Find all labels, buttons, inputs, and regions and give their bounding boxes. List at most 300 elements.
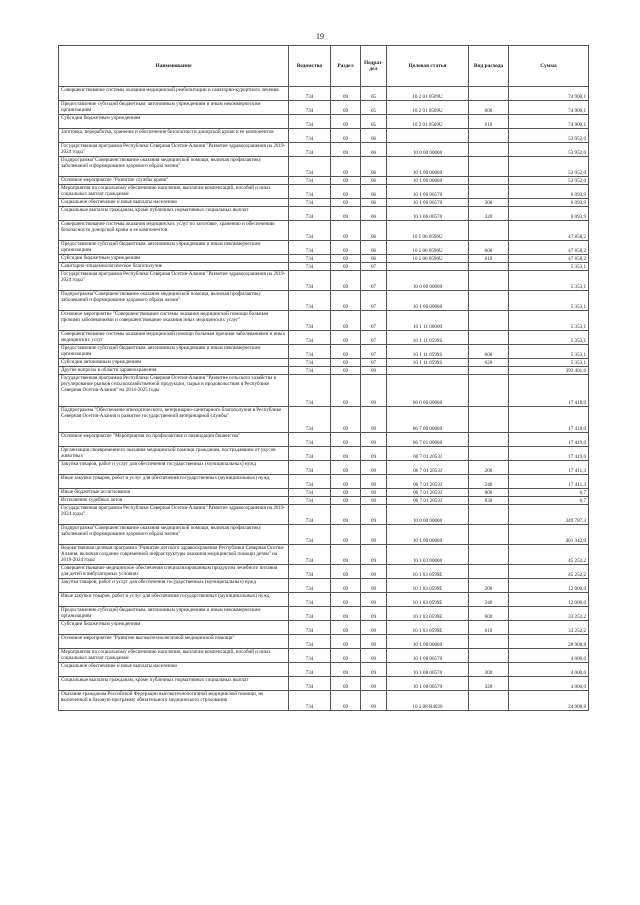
cell-name: Оказание гражданам Российской Федерации высокотехнологичной медицинской помощи, не включенной в базовую программу обязательного медицинского страхования xyxy=(59,691,289,711)
cell-target-article: 10 2 01 0509U xyxy=(387,101,469,115)
cell-razdel: 09 xyxy=(331,565,361,579)
table-row xyxy=(59,505,589,525)
cell-target-article: 10 1 00 00000 xyxy=(387,525,469,545)
cell-name: Социальное обеспечение и иные выплаты населению xyxy=(59,199,289,207)
cell-expense-type xyxy=(469,221,509,241)
cell-razdel: 09 xyxy=(331,87,361,101)
cell-podrazdel: 06 xyxy=(361,221,387,241)
table-row xyxy=(59,271,589,291)
cell-name: Закупка товаров, работ и услуг для обеспечения государственных (муниципальных) нужд xyxy=(59,579,289,593)
cell-ved: 734 xyxy=(289,311,331,331)
cell-sum: 6 093,9 xyxy=(509,185,589,199)
cell-razdel: 09 xyxy=(331,185,361,199)
cell-ved: 734 xyxy=(289,649,331,663)
cell-target-article: 10 1 08 R4020 xyxy=(387,691,469,711)
cell-podrazdel: 09 xyxy=(361,461,387,475)
cell-razdel: 09 xyxy=(331,157,361,177)
cell-expense-type xyxy=(469,129,509,143)
cell-podrazdel: 07 xyxy=(361,331,387,345)
cell-razdel: 09 xyxy=(331,525,361,545)
cell-name: Иные закупки товаров, работ и услуг для обеспечения государственных (муниципальных) нужд xyxy=(59,475,289,489)
cell-expense-type xyxy=(469,545,509,565)
cell-sum: 4 000,0 xyxy=(509,649,589,663)
cell-sum: 349 787,3 xyxy=(509,505,589,525)
cell-podrazdel: 09 xyxy=(361,607,387,621)
cell-expense-type: 240 xyxy=(469,475,509,489)
cell-podrazdel: 05 xyxy=(361,115,387,129)
table-row xyxy=(59,691,589,711)
cell-podrazdel: 09 xyxy=(361,649,387,663)
cell-name: Предоставление субсидий бюджетным, автономным учреждениям и иным некоммерческим организациям xyxy=(59,101,289,115)
cell-expense-type xyxy=(469,525,509,545)
cell-podrazdel: 09 xyxy=(361,677,387,691)
cell-podrazdel: 06 xyxy=(361,241,387,255)
header-target-article: Целевая статья xyxy=(387,46,469,87)
cell-sum: 47 858,2 xyxy=(509,241,589,255)
cell-sum: 17 411,3 xyxy=(509,475,589,489)
table-row xyxy=(59,199,589,207)
cell-name: Подпрограмма "Обеспечение эпизоотического, ветеринарно-санитарного благополучия в Республике Северная Осетия-Алания и развитие государственной ветеринарной службы" xyxy=(59,407,289,433)
table-row xyxy=(59,489,589,497)
cell-razdel: 09 xyxy=(331,649,361,663)
cell-sum: 5 353,1 xyxy=(509,359,589,367)
cell-podrazdel: 09 xyxy=(361,545,387,565)
cell-target-article: 10 1 06 0596U xyxy=(387,241,469,255)
cell-podrazdel: 09 xyxy=(361,635,387,649)
table-row xyxy=(59,291,589,311)
table-row xyxy=(59,331,589,345)
cell-ved: 734 xyxy=(289,367,331,375)
cell-podrazdel: 07 xyxy=(361,291,387,311)
table-row xyxy=(59,345,589,359)
cell-expense-type: 200 xyxy=(469,461,509,475)
cell-razdel: 09 xyxy=(331,291,361,311)
cell-name: Исполнение судебных актов xyxy=(59,497,289,505)
cell-ved: 734 xyxy=(289,199,331,207)
cell-ved: 734 xyxy=(289,621,331,635)
cell-target-article: 10 1 00 00000 xyxy=(387,291,469,311)
table-row xyxy=(59,143,589,157)
table-row xyxy=(59,545,589,565)
cell-expense-type: 610 xyxy=(469,115,509,129)
cell-sum: 5 353,1 xyxy=(509,345,589,359)
cell-razdel: 09 xyxy=(331,359,361,367)
cell-razdel: 09 xyxy=(331,207,361,221)
cell-sum: 5 353,1 xyxy=(509,331,589,345)
cell-sum: 393 401,6 xyxy=(509,367,589,375)
cell-podrazdel: 09 xyxy=(361,505,387,525)
cell-name: Подпрограмма"Совершенствование оказания медицинской помощи, включая профилактику заболеваний и формирование здорового образа жизни" xyxy=(59,157,289,177)
cell-name: Социальные выплаты гражданам, кроме публичных нормативных социальных выплат xyxy=(59,207,289,221)
cell-expense-type xyxy=(469,143,509,157)
cell-expense-type xyxy=(469,447,509,461)
cell-name: Ведомственная целевая программа "Развитие детского здравоохранения Республики Северная Осетия-Алания, включая создание современной инфраструктуры оказания медицинской помощи детям" на 2019-2024 годы xyxy=(59,545,289,565)
cell-expense-type: 610 xyxy=(469,621,509,635)
cell-target-article: 06 0 00 00000 xyxy=(387,375,469,407)
cell-name: Другие вопросы в области здравоохранения xyxy=(59,367,289,375)
cell-name: Субсидии бюджетным учреждениям xyxy=(59,621,289,635)
cell-ved: 734 xyxy=(289,579,331,593)
cell-ved: 734 xyxy=(289,505,331,525)
cell-razdel: 09 xyxy=(331,101,361,115)
cell-podrazdel: 07 xyxy=(361,271,387,291)
cell-ved: 734 xyxy=(289,359,331,367)
cell-expense-type: 800 xyxy=(469,489,509,497)
cell-ved: 734 xyxy=(289,607,331,621)
cell-podrazdel: 07 xyxy=(361,311,387,331)
cell-target-article: 10 1 06 0596U xyxy=(387,255,469,263)
cell-sum: 33 252,2 xyxy=(509,607,589,621)
cell-name: Закупка товаров, работ и услуг для обеспечения государственных (муниципальных) нужд xyxy=(59,461,289,475)
cell-sum: 5 353,1 xyxy=(509,311,589,331)
cell-razdel: 09 xyxy=(331,635,361,649)
cell-expense-type xyxy=(469,407,509,433)
cell-target-article: 10 1 03 00000 xyxy=(387,545,469,565)
cell-expense-type xyxy=(469,367,509,375)
cell-target-article: 06 7 01 2053J xyxy=(387,489,469,497)
table-row xyxy=(59,263,589,271)
cell-sum: 6,7 xyxy=(509,489,589,497)
cell-ved: 734 xyxy=(289,263,331,271)
cell-ved: 734 xyxy=(289,375,331,407)
cell-sum: 12 000,0 xyxy=(509,579,589,593)
cell-sum: 24 908,8 xyxy=(509,691,589,711)
cell-name: Субсидии бюджетным учреждениям xyxy=(59,255,289,263)
cell-expense-type: 610 xyxy=(469,255,509,263)
cell-sum: 74 900,1 xyxy=(509,101,589,115)
cell-podrazdel: 09 xyxy=(361,525,387,545)
cell-expense-type: 300 xyxy=(469,663,509,677)
cell-podrazdel: 09 xyxy=(361,663,387,677)
cell-ved: 734 xyxy=(289,545,331,565)
cell-sum: 5 353,1 xyxy=(509,271,589,291)
cell-podrazdel: 09 xyxy=(361,447,387,461)
cell-target-article: 10 1 03 0599E xyxy=(387,579,469,593)
cell-ved: 734 xyxy=(289,525,331,545)
cell-razdel: 09 xyxy=(331,177,361,185)
cell-target-article: 10 1 08 00570 xyxy=(387,663,469,677)
cell-podrazdel: 09 xyxy=(361,621,387,635)
cell-sum: 17 419,0 xyxy=(509,433,589,447)
cell-razdel: 09 xyxy=(331,255,361,263)
cell-name: Государственная программа Республики Северная Осетия-Алания "Развитие сельского хозяйства и регулирование рынков сельскохозяйственной продукции, сырья и продовольствия в Республике Северная Осетия-Алания" на 2014-2025 годы xyxy=(59,375,289,407)
cell-target-article: 10 1 11 0599S xyxy=(387,359,469,367)
cell-ved: 734 xyxy=(289,635,331,649)
cell-sum: 4 000,0 xyxy=(509,677,589,691)
cell-expense-type xyxy=(469,185,509,199)
cell-expense-type: 320 xyxy=(469,677,509,691)
cell-podrazdel: 09 xyxy=(361,433,387,447)
cell-expense-type xyxy=(469,87,509,101)
header-ved: Ведомство xyxy=(289,46,331,87)
cell-razdel: 09 xyxy=(331,433,361,447)
cell-expense-type xyxy=(469,375,509,407)
cell-expense-type xyxy=(469,565,509,579)
cell-expense-type xyxy=(469,177,509,185)
cell-ved: 734 xyxy=(289,489,331,497)
header-expense-type: Вид расхода xyxy=(469,46,509,87)
cell-podrazdel: 09 xyxy=(361,565,387,579)
cell-expense-type xyxy=(469,331,509,345)
page-number: 19 xyxy=(316,32,324,41)
header-sum: Сумма xyxy=(509,46,589,87)
cell-ved: 734 xyxy=(289,241,331,255)
table-row xyxy=(59,87,589,101)
cell-razdel: 09 xyxy=(331,221,361,241)
cell-target-article: 06 7 01 00000 xyxy=(387,433,469,447)
cell-target-article: 10 1 06 00570 xyxy=(387,207,469,221)
header-podrazdel: Подраз-дел xyxy=(361,46,387,87)
table-row xyxy=(59,635,589,649)
cell-podrazdel: 06 xyxy=(361,185,387,199)
cell-razdel: 09 xyxy=(331,505,361,525)
cell-sum: 17 419,0 xyxy=(509,447,589,461)
cell-target-article xyxy=(387,129,469,143)
budget-table xyxy=(58,45,589,711)
cell-name: Предоставление субсидий бюджетным, автономным учреждениям и иным некоммерческим организациям xyxy=(59,607,289,621)
cell-podrazdel: 09 xyxy=(361,593,387,607)
cell-razdel: 09 xyxy=(331,677,361,691)
table-row xyxy=(59,375,589,407)
cell-target-article: 10 1 11 00000 xyxy=(387,311,469,331)
cell-ved: 734 xyxy=(289,157,331,177)
cell-expense-type: 600 xyxy=(469,241,509,255)
cell-razdel: 09 xyxy=(331,129,361,143)
cell-expense-type: 830 xyxy=(469,497,509,505)
cell-sum: 53 952,0 xyxy=(509,177,589,185)
cell-name: Предоставление субсидий бюджетным, автономным учреждениям и иным некоммерческим организациям xyxy=(59,345,289,359)
cell-ved: 734 xyxy=(289,407,331,433)
cell-podrazdel: 07 xyxy=(361,263,387,271)
cell-name: Основное мероприятие "Мероприятия по профилактике и ликвидации бешенства" xyxy=(59,433,289,447)
header-razdel: Раздел xyxy=(331,46,361,87)
cell-target-article: 10 1 06 0596U xyxy=(387,221,469,241)
cell-sum: 401 342,0 xyxy=(509,525,589,545)
cell-razdel: 09 xyxy=(331,345,361,359)
cell-razdel: 09 xyxy=(331,263,361,271)
cell-target-article: 10 1 03 0599E xyxy=(387,607,469,621)
cell-expense-type: 200 xyxy=(469,579,509,593)
cell-razdel: 09 xyxy=(331,593,361,607)
cell-razdel: 09 xyxy=(331,607,361,621)
cell-expense-type xyxy=(469,505,509,525)
header-name: Наименование xyxy=(59,46,289,87)
cell-sum: 33 252,2 xyxy=(509,621,589,635)
cell-ved: 734 xyxy=(289,461,331,475)
cell-expense-type xyxy=(469,291,509,311)
cell-expense-type: 300 xyxy=(469,199,509,207)
cell-razdel: 09 xyxy=(331,367,361,375)
cell-razdel: 09 xyxy=(331,311,361,331)
cell-podrazdel: 09 xyxy=(361,691,387,711)
cell-razdel: 09 xyxy=(331,241,361,255)
cell-target-article: 10 1 08 00000 xyxy=(387,635,469,649)
cell-podrazdel: 07 xyxy=(361,345,387,359)
cell-ved: 734 xyxy=(289,207,331,221)
cell-razdel: 09 xyxy=(331,143,361,157)
cell-name: Санитарно-эпидемиологическое благополучие xyxy=(59,263,289,271)
cell-podrazdel: 06 xyxy=(361,143,387,157)
cell-name: Подпрограмма"Совершенствование оказания медицинской помощи, включая профилактику заболеваний и формирование здорового образа жизни" xyxy=(59,291,289,311)
cell-razdel: 09 xyxy=(331,375,361,407)
cell-sum: 5 353,1 xyxy=(509,263,589,271)
cell-razdel: 09 xyxy=(331,115,361,129)
table-row xyxy=(59,525,589,545)
table-row xyxy=(59,663,589,677)
cell-target-article: 10 1 08 00570 xyxy=(387,649,469,663)
cell-name: Государственная программа Республики Северная Осетия-Алания "Развитие здравоохранения на 2019-2024 годы" xyxy=(59,143,289,157)
cell-target-article: 10 1 06 00000 xyxy=(387,177,469,185)
cell-podrazdel: 09 xyxy=(361,475,387,489)
cell-razdel: 09 xyxy=(331,621,361,635)
cell-ved: 734 xyxy=(289,177,331,185)
table-row xyxy=(59,157,589,177)
cell-razdel: 09 xyxy=(331,545,361,565)
cell-ved: 734 xyxy=(289,565,331,579)
cell-target-article: 10 1 06 00570 xyxy=(387,199,469,207)
cell-ved: 734 xyxy=(289,677,331,691)
table-row xyxy=(59,241,589,255)
cell-name: Мероприятия по социальному обеспечению населения, выплатам компенсаций, пособий и иных социальных выплат гражданам xyxy=(59,649,289,663)
cell-ved: 734 xyxy=(289,593,331,607)
cell-podrazdel: 05 xyxy=(361,87,387,101)
cell-ved: 734 xyxy=(289,221,331,241)
cell-ved: 734 xyxy=(289,447,331,461)
cell-expense-type xyxy=(469,157,509,177)
cell-expense-type xyxy=(469,311,509,331)
cell-name: Основное мероприятие "Совершенствование системы оказания медицинской помощи больным прочими заболеваниями и совершенствование оказания иных медицинских услуг" xyxy=(59,311,289,331)
table-row xyxy=(59,255,589,263)
cell-expense-type: 320 xyxy=(469,207,509,221)
cell-sum: 17 418,0 xyxy=(509,375,589,407)
cell-sum: 6,7 xyxy=(509,497,589,505)
cell-name: Основное мероприятие "Развитие высокотехнологичной медицинской помощи" xyxy=(59,635,289,649)
cell-name: Иные бюджетные ассигнования xyxy=(59,489,289,497)
cell-target-article: 06 7 00 00000 xyxy=(387,407,469,433)
cell-ved: 734 xyxy=(289,115,331,129)
cell-target-article: 10 2 01 0509U xyxy=(387,115,469,129)
cell-name: Социальные выплаты гражданам, кроме публичных нормативных социальных выплат xyxy=(59,677,289,691)
cell-podrazdel: 09 xyxy=(361,497,387,505)
table-row xyxy=(59,433,589,447)
cell-sum: 6 093,9 xyxy=(509,207,589,221)
cell-ved: 734 xyxy=(289,255,331,263)
cell-sum: 74 900,1 xyxy=(509,87,589,101)
cell-razdel: 09 xyxy=(331,497,361,505)
cell-sum: 47 858,2 xyxy=(509,255,589,263)
cell-target-article: 10 0 00 00000 xyxy=(387,505,469,525)
cell-sum: 4 000,0 xyxy=(509,663,589,677)
cell-ved: 734 xyxy=(289,331,331,345)
cell-expense-type: 600 xyxy=(469,101,509,115)
cell-razdel: 09 xyxy=(331,407,361,433)
cell-podrazdel: 07 xyxy=(361,359,387,367)
cell-target-article xyxy=(387,263,469,271)
cell-target-article: 10 1 06 00570 xyxy=(387,185,469,199)
cell-sum: 53 952,0 xyxy=(509,143,589,157)
cell-razdel: 09 xyxy=(331,691,361,711)
table-row xyxy=(59,565,589,579)
table-row xyxy=(59,475,589,489)
cell-sum: 5 353,1 xyxy=(509,291,589,311)
cell-name: Социальное обеспечение и иные выплаты населению xyxy=(59,663,289,677)
cell-name: Совершенствование системы оказания медицинских услуг по заготовке, хранению и обеспечению безопасности донорской крови и ее компонентов xyxy=(59,221,289,241)
table-row xyxy=(59,185,589,199)
cell-razdel: 09 xyxy=(331,447,361,461)
cell-target-article: 10 1 08 00570 xyxy=(387,677,469,691)
cell-name: Субсидии бюджетным учреждениям xyxy=(59,115,289,129)
table-row xyxy=(59,621,589,635)
cell-name: Государственная программа Республики Северная Осетия-Алания "Развитие здравоохранения на 2019-2024 годы" xyxy=(59,505,289,525)
cell-ved: 734 xyxy=(289,433,331,447)
cell-sum: 28 908,8 xyxy=(509,635,589,649)
cell-target-article: 06 7 01 2053J xyxy=(387,447,469,461)
table-row xyxy=(59,207,589,221)
cell-razdel: 09 xyxy=(331,461,361,475)
cell-podrazdel: 09 xyxy=(361,579,387,593)
table-header-row xyxy=(59,46,589,87)
cell-target-article: 10 0 00 00000 xyxy=(387,271,469,291)
cell-target-article: 10 1 03 0599E xyxy=(387,593,469,607)
cell-podrazdel: 06 xyxy=(361,157,387,177)
cell-podrazdel: 09 xyxy=(361,407,387,433)
cell-ved: 734 xyxy=(289,291,331,311)
table-row xyxy=(59,579,589,593)
cell-sum: 17 411,3 xyxy=(509,461,589,475)
table-row xyxy=(59,359,589,367)
cell-name: Совершенствование системы оказания медицинской помощи больным прочими заболеваниями и иных медицинских услуг xyxy=(59,331,289,345)
cell-target-article: 10 0 00 00000 xyxy=(387,143,469,157)
table-row xyxy=(59,101,589,115)
cell-name: Предоставление субсидий бюджетным, автономным учреждениям и иным некоммерческим организациям xyxy=(59,241,289,255)
cell-name: Мероприятия по социальному обеспечению населения, выплатам компенсаций, пособий и иных социальных выплат гражданам xyxy=(59,185,289,199)
cell-target-article: 06 7 01 2053J xyxy=(387,461,469,475)
cell-podrazdel: 09 xyxy=(361,375,387,407)
table-row xyxy=(59,649,589,663)
cell-name: Заготовка, переработка, хранение и обеспечение безопасности донорской крови и ее компонентов xyxy=(59,129,289,143)
cell-expense-type: 620 xyxy=(469,359,509,367)
cell-ved: 734 xyxy=(289,497,331,505)
cell-podrazdel: 05 xyxy=(361,101,387,115)
cell-ved: 734 xyxy=(289,475,331,489)
cell-razdel: 09 xyxy=(331,271,361,291)
cell-ved: 734 xyxy=(289,691,331,711)
cell-expense-type xyxy=(469,649,509,663)
cell-podrazdel: 09 xyxy=(361,489,387,497)
cell-target-article: 10 1 03 0599E xyxy=(387,565,469,579)
table-row xyxy=(59,497,589,505)
cell-sum: 45 252,2 xyxy=(509,545,589,565)
cell-sum: 53 952,0 xyxy=(509,157,589,177)
cell-name: Совершенствование системы оказания медицинской реабилитации и санаторно-курортного лечения xyxy=(59,87,289,101)
cell-target-article xyxy=(387,367,469,375)
cell-ved: 734 xyxy=(289,87,331,101)
cell-name: Иные закупки товаров, работ и услуг для обеспечения государственных (муниципальных) нужд xyxy=(59,593,289,607)
cell-expense-type xyxy=(469,635,509,649)
table-row xyxy=(59,461,589,475)
cell-name: Организация своевременного оказания медицинской помощи гражданам, пострадавшим от укусов животных xyxy=(59,447,289,461)
table-row xyxy=(59,407,589,433)
cell-ved: 734 xyxy=(289,185,331,199)
cell-razdel: 09 xyxy=(331,579,361,593)
cell-ved: 734 xyxy=(289,345,331,359)
cell-sum: 47 858,2 xyxy=(509,221,589,241)
cell-ved: 734 xyxy=(289,143,331,157)
cell-sum: 53 952,0 xyxy=(509,129,589,143)
table-row xyxy=(59,447,589,461)
table-row xyxy=(59,607,589,621)
cell-ved: 734 xyxy=(289,101,331,115)
